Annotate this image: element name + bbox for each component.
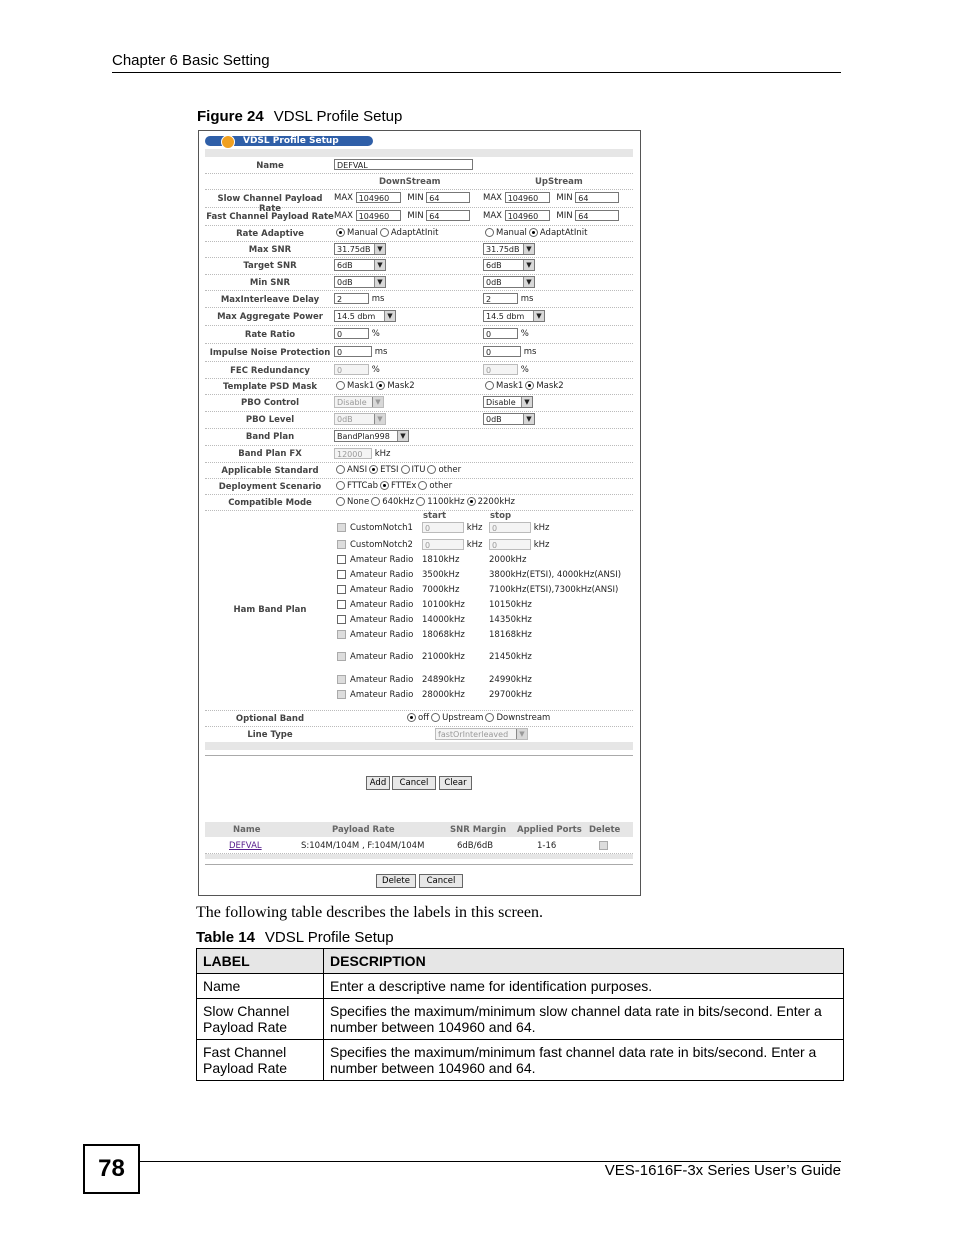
fast-down-min-input[interactable]: 64 — [426, 210, 470, 221]
line-type-value: fastOrInterleaved — [438, 730, 509, 739]
ham-name: Amateur Radio — [350, 652, 414, 662]
chevron-down-icon: ▼ — [374, 260, 385, 270]
cm-none-radio[interactable] — [336, 497, 345, 506]
dep-fttex-label: FTTEx — [391, 481, 417, 491]
chevron-down-icon: ▼ — [523, 260, 534, 270]
ms-unit: ms — [374, 347, 388, 357]
ham-checkbox[interactable] — [337, 630, 346, 639]
max-snr-down-select[interactable] — [334, 243, 386, 255]
dep-other-radio[interactable] — [418, 481, 427, 490]
cancel-button[interactable]: Cancel — [392, 776, 436, 790]
mask1-label: Mask1 — [496, 381, 524, 391]
top-band — [205, 149, 633, 157]
max-snr-down-value: 31.75dB — [337, 245, 371, 254]
rate-adaptive-label: Rate Adaptive — [236, 229, 304, 239]
rate-ratio-up-input[interactable]: 0 — [483, 328, 518, 339]
ham-name: Amateur Radio — [350, 690, 414, 700]
chevron-down-icon: ▼ — [372, 397, 383, 407]
ham-stop-header: stop — [490, 511, 512, 521]
downstream-header: DownStream — [379, 177, 441, 187]
row-line-type — [205, 726, 633, 742]
ham-row — [337, 630, 413, 640]
upstream-header: UpStream — [535, 177, 583, 187]
ham-name: Amateur Radio — [350, 630, 414, 640]
table-header-description: DESCRIPTION — [324, 949, 844, 974]
ham-row — [337, 652, 413, 662]
figure-caption — [197, 108, 402, 125]
ham-start-header: start — [423, 511, 447, 521]
ham-stop: 10150kHz — [489, 600, 532, 610]
table-title: VDSL Profile Setup — [264, 929, 394, 946]
ham-name: Amateur Radio — [350, 675, 414, 685]
ham-checkbox[interactable] — [337, 615, 346, 624]
row-compat-mode — [205, 494, 633, 511]
chevron-down-icon: ▼ — [521, 397, 532, 407]
max-il-up-input[interactable]: 2 — [483, 293, 518, 304]
rate-ratio-label: Rate Ratio — [244, 330, 296, 340]
table-row — [197, 1040, 844, 1081]
ham-row — [337, 600, 413, 610]
row-label: Slow Channel Payload Rate — [197, 999, 324, 1040]
dep-fttcab-radio[interactable] — [336, 481, 345, 490]
ham-start: 1810kHz — [422, 555, 460, 565]
fec-up-input[interactable]: 0 — [483, 364, 518, 375]
profile-link[interactable]: DEFVAL — [229, 841, 262, 851]
list-row — [205, 837, 633, 854]
down-adapt-radio[interactable] — [380, 228, 389, 237]
ham-start: 21000kHz — [422, 652, 465, 662]
vdsl-profile-screenshot — [198, 130, 641, 896]
figure-label: Figure 24 — [197, 108, 264, 125]
ham-checkbox[interactable] — [337, 570, 346, 579]
row-psd-mask — [205, 378, 633, 395]
pct-unit: % — [371, 365, 380, 375]
max-label: MAX — [334, 193, 353, 203]
figure-title: VDSL Profile Setup — [273, 108, 403, 125]
ob-up-radio[interactable] — [431, 713, 440, 722]
cm-2200-radio[interactable] — [467, 497, 476, 506]
row-max-snr — [205, 241, 633, 258]
deploy-label: Deployment Scenario — [218, 482, 322, 492]
adapt-label: AdaptAtInit — [539, 228, 588, 238]
notch1-start-input[interactable]: 0 — [422, 522, 464, 533]
row-inp — [205, 343, 633, 362]
ham-row — [337, 555, 413, 565]
max-agg-down-select[interactable] — [334, 310, 396, 322]
khz-unit: kHz — [533, 523, 550, 533]
cm-2200-label: 2200kHz — [477, 497, 516, 507]
ham-label: Ham Band Plan — [233, 605, 307, 615]
ham-name: Amateur Radio — [350, 600, 414, 610]
slow-label: Slow Channel Payload Rate — [217, 194, 323, 214]
ham-row — [337, 570, 413, 580]
title-orb-icon — [221, 135, 235, 149]
ms-unit: ms — [371, 294, 385, 304]
cancel-list-button[interactable]: Cancel — [419, 874, 463, 888]
slow-up-max-input[interactable]: 104960 — [505, 192, 550, 203]
chevron-down-icon: ▼ — [523, 277, 534, 287]
fast-up-max-input[interactable]: 104960 — [505, 210, 550, 221]
ham-start: 10100kHz — [422, 600, 465, 610]
pbo-level-down-select[interactable] — [334, 413, 386, 425]
cm-1100-radio[interactable] — [416, 497, 425, 506]
slow-down-min-input[interactable]: 64 — [426, 192, 470, 203]
pbo-level-down-value: 0dB — [337, 415, 353, 424]
ham-name: Amateur Radio — [350, 615, 414, 625]
cm-640-label: 640kHz — [382, 497, 415, 507]
row-col-headers — [205, 173, 633, 190]
row-ham-band — [205, 510, 633, 711]
khz-unit: kHz — [466, 523, 483, 533]
max-agg-up-value: 14.5 dbm — [486, 312, 525, 321]
body-paragraph: The following table describes the labels in this screen. — [196, 904, 544, 921]
band-plan-label: Band Plan — [245, 432, 295, 442]
down-manual-radio[interactable] — [336, 228, 345, 237]
ham-checkbox[interactable] — [337, 652, 346, 661]
name-label: Name — [256, 161, 284, 171]
compat-label: Compatible Mode — [228, 498, 312, 508]
min-snr-down-select[interactable] — [334, 276, 386, 288]
guide-title: VES-1616F-3x Series User’s Guide — [604, 1162, 841, 1179]
notch2-label: CustomNotch2 — [350, 540, 413, 550]
chevron-down-icon: ▼ — [533, 311, 544, 321]
ham-row — [337, 585, 413, 595]
slow-down-max-input[interactable]: 104960 — [356, 192, 401, 203]
table-caption — [196, 929, 394, 946]
pct-unit: % — [371, 329, 380, 339]
max-label: MAX — [483, 193, 502, 203]
row-label: Name — [197, 974, 324, 999]
psd-label: Template PSD Mask — [222, 382, 318, 392]
mask2-label: Mask2 — [387, 381, 415, 391]
pbo-level-label: PBO Level — [245, 415, 295, 425]
table-row — [197, 999, 844, 1040]
name-input[interactable]: DEFVAL — [334, 159, 473, 170]
std-label: Applicable Standard — [221, 466, 319, 476]
max-il-down-input[interactable]: 2 — [334, 293, 369, 304]
clear-button[interactable]: Clear — [439, 776, 472, 790]
col-payload: Payload Rate — [332, 825, 395, 835]
row-standard — [205, 462, 633, 479]
row-optional-band — [205, 710, 633, 727]
list-bottom-band — [205, 854, 633, 859]
min-label: MIN — [556, 211, 573, 221]
ham-name: Amateur Radio — [350, 555, 414, 565]
band-plan-value: BandPlan998 — [337, 432, 390, 441]
divider — [205, 864, 633, 865]
down-mask1-radio[interactable] — [336, 381, 345, 390]
max-label: MAX — [334, 211, 353, 221]
min-snr-up-value: 0dB — [486, 278, 502, 287]
line-type-label: Line Type — [247, 730, 293, 740]
manual-label: Manual — [496, 228, 527, 238]
col-ports: Applied Ports — [517, 825, 582, 835]
khz-unit: kHz — [374, 449, 391, 459]
chapter-header: Chapter 6 Basic Setting — [112, 52, 270, 69]
row-pbo-control — [205, 394, 633, 412]
ham-row — [337, 675, 413, 685]
ham-start: 18068kHz — [422, 630, 465, 640]
min-label: MIN — [407, 211, 424, 221]
min-snr-down-value: 0dB — [337, 278, 353, 287]
pct-unit: % — [520, 365, 529, 375]
pbo-ctrl-down-value: Disable — [337, 398, 367, 407]
ms-unit: ms — [523, 347, 537, 357]
min-snr-label: Min SNR — [249, 278, 291, 288]
ob-off-radio[interactable] — [407, 713, 416, 722]
min-snr-up-select[interactable] — [483, 276, 535, 288]
row-min-snr — [205, 274, 633, 291]
adapt-label: AdaptAtInit — [390, 228, 439, 238]
dep-other-label: other — [429, 481, 453, 491]
row-description: Specifies the maximum/minimum fast channel data rate in bits/second. Enter a number between 104960 and 64. — [324, 1040, 844, 1081]
ham-start: 14000kHz — [422, 615, 465, 625]
table-header-label: LABEL — [197, 949, 324, 974]
payload-value: S:104M/104M , F:104M/104M — [301, 841, 425, 851]
mask2-label: Mask2 — [536, 381, 564, 391]
row-description: Specifies the maximum/minimum slow channel data rate in bits/second. Enter a number between 104960 and 64. — [324, 999, 844, 1040]
chevron-down-icon: ▼ — [374, 277, 385, 287]
pbo-ctrl-up-select[interactable] — [483, 396, 533, 408]
ham-start: 7000kHz — [422, 585, 460, 595]
inp-up-input[interactable]: 0 — [483, 346, 521, 357]
std-itu-label: ITU — [411, 465, 426, 475]
fast-up-min-input[interactable]: 64 — [575, 210, 619, 221]
band-plan-fx-label: Band Plan FX — [238, 449, 302, 459]
inp-label: Impulse Noise Protection — [209, 348, 331, 358]
ham-checkbox[interactable] — [337, 675, 346, 684]
row-band-plan-fx — [205, 445, 633, 463]
slow-up-min-input[interactable]: 64 — [575, 192, 619, 203]
ports-value: 1-16 — [537, 841, 557, 851]
opt-band-label: Optional Band — [235, 714, 305, 724]
table-header-row — [197, 949, 844, 974]
target-snr-down-select[interactable] — [334, 259, 386, 271]
std-ansi-label: ANSI — [347, 465, 368, 475]
target-snr-label: Target SNR — [243, 261, 297, 271]
max-snr-up-value: 31.75dB — [486, 245, 520, 254]
ob-off-label: off — [418, 713, 430, 723]
cm-none-label: None — [347, 497, 370, 507]
pbo-ctrl-label: PBO Control — [240, 398, 300, 408]
target-snr-up-select[interactable] — [483, 259, 535, 271]
pbo-level-up-select[interactable] — [483, 413, 535, 425]
row-fec — [205, 361, 633, 379]
dep-fttcab-label: FTTCab — [347, 481, 379, 491]
down-mask2-radio[interactable] — [376, 381, 385, 390]
fast-down-max-input[interactable]: 104960 — [356, 210, 401, 221]
max-agg-label: Max Aggregate Power — [217, 312, 323, 322]
ms-unit: ms — [520, 294, 534, 304]
divider — [205, 755, 633, 756]
ham-stop: 18168kHz — [489, 630, 532, 640]
table-label: Table 14 — [196, 929, 255, 946]
ob-up-label: Upstream — [442, 713, 484, 723]
form-bottom-band — [205, 742, 633, 750]
max-snr-label: Max SNR — [248, 245, 292, 255]
ham-row — [337, 615, 413, 625]
line-type-select[interactable] — [435, 728, 528, 740]
add-button[interactable]: Add — [366, 776, 390, 790]
min-label: MIN — [407, 193, 424, 203]
notch1-checkbox[interactable] — [337, 523, 346, 532]
pbo-ctrl-up-value: Disable — [486, 398, 516, 407]
screen-title-bar — [205, 136, 373, 146]
max-agg-down-value: 14.5 dbm — [337, 312, 376, 321]
pct-unit: % — [520, 329, 529, 339]
row-band-plan — [205, 428, 633, 446]
row-slow-rate — [205, 189, 633, 214]
fec-down-input[interactable]: 0 — [334, 364, 369, 375]
row-max-interleave — [205, 290, 633, 308]
ham-checkbox[interactable] — [337, 555, 346, 564]
list-header — [205, 822, 633, 837]
max-agg-up-select[interactable] — [483, 310, 545, 322]
row-label: Fast Channel Payload Rate — [197, 1040, 324, 1081]
delete-checkbox[interactable] — [599, 841, 608, 850]
ob-down-radio[interactable] — [485, 713, 494, 722]
col-snr: SNR Margin — [450, 825, 507, 835]
ham-start: 24890kHz — [422, 675, 465, 685]
fec-label: FEC Redundancy — [230, 366, 310, 376]
chevron-down-icon: ▼ — [397, 431, 408, 441]
ham-start: 28000kHz — [422, 690, 465, 700]
header-rule — [112, 72, 841, 73]
rate-ratio-down-input[interactable]: 0 — [334, 328, 369, 339]
ham-stop: 14350kHz — [489, 615, 532, 625]
row-rate-adaptive — [205, 225, 633, 242]
max-il-label: MaxInterleave Delay — [220, 295, 320, 305]
ham-stop: 2000kHz — [489, 555, 527, 565]
notch2-stop-input[interactable]: 0 — [489, 539, 531, 550]
row-fast-rate — [205, 207, 633, 226]
chevron-down-icon: ▼ — [384, 311, 395, 321]
ob-down-label: Downstream — [496, 713, 551, 723]
std-other-label: other — [438, 465, 462, 475]
notch1-stop-input[interactable]: 0 — [489, 522, 531, 533]
std-ansi-radio[interactable] — [336, 465, 345, 474]
chevron-down-icon: ▼ — [374, 414, 385, 424]
up-mask1-radio[interactable] — [485, 381, 494, 390]
std-etsi-radio[interactable] — [369, 465, 378, 474]
snr-value: 6dB/6dB — [457, 841, 494, 851]
cm-1100-label: 1100kHz — [427, 497, 465, 507]
chevron-down-icon: ▼ — [523, 414, 534, 424]
up-mask2-radio[interactable] — [525, 381, 534, 390]
table-row — [197, 974, 844, 999]
ham-stop: 29700kHz — [489, 690, 532, 700]
chevron-down-icon: ▼ — [516, 729, 527, 739]
row-target-snr — [205, 257, 633, 275]
col-delete: Delete — [589, 825, 621, 835]
fast-label: Fast Channel Payload Rate — [206, 212, 334, 222]
band-plan-fx-input[interactable]: 12000 — [334, 448, 372, 459]
col-name: Name — [233, 825, 261, 835]
ham-checkbox[interactable] — [337, 690, 346, 699]
cm-640-radio[interactable] — [371, 497, 380, 506]
max-snr-up-select[interactable] — [483, 243, 535, 255]
manual-label: Manual — [347, 228, 378, 238]
ham-row — [337, 690, 413, 700]
band-plan-select[interactable] — [334, 430, 409, 442]
up-manual-radio[interactable] — [485, 228, 494, 237]
mask1-label: Mask1 — [347, 381, 375, 391]
notch1-label: CustomNotch1 — [350, 523, 413, 533]
inp-down-input[interactable]: 0 — [334, 346, 372, 357]
ham-start: 3500kHz — [422, 570, 460, 580]
ham-stop: 24990kHz — [489, 675, 532, 685]
row-pbo-level — [205, 411, 633, 429]
up-adapt-radio[interactable] — [529, 228, 538, 237]
khz-unit: kHz — [533, 540, 550, 550]
chevron-down-icon: ▼ — [374, 244, 385, 254]
notch2-checkbox[interactable] — [337, 540, 346, 549]
row-max-agg — [205, 307, 633, 326]
screen-title: VDSL Profile Setup — [243, 136, 339, 146]
chevron-down-icon: ▼ — [523, 244, 534, 254]
ham-stop: 7100kHz(ETSI),7300kHz(ANSI) — [489, 585, 619, 595]
description-table — [196, 948, 844, 1081]
min-label: MIN — [556, 193, 573, 203]
std-other-radio[interactable] — [427, 465, 436, 474]
khz-unit: kHz — [466, 540, 483, 550]
page-number: 78 — [83, 1144, 140, 1194]
ham-stop: 3800kHz(ETSI), 4000kHz(ANSI) — [489, 570, 622, 580]
ham-checkbox[interactable] — [337, 600, 346, 609]
row-description: Enter a descriptive name for identification purposes. — [324, 974, 844, 999]
dep-fttex-radio[interactable] — [380, 481, 389, 490]
pbo-level-up-value: 0dB — [486, 415, 502, 424]
notch2-start-input[interactable]: 0 — [422, 539, 464, 550]
target-snr-down-value: 6dB — [337, 261, 353, 270]
row-name — [205, 157, 633, 174]
std-itu-radio[interactable] — [401, 465, 410, 474]
row-deployment — [205, 478, 633, 495]
ham-checkbox[interactable] — [337, 585, 346, 594]
ham-name: Amateur Radio — [350, 585, 414, 595]
delete-button[interactable]: Delete — [376, 874, 416, 888]
ham-name: Amateur Radio — [350, 570, 414, 580]
max-label: MAX — [483, 211, 502, 221]
row-rate-ratio — [205, 325, 633, 344]
pbo-ctrl-down-select[interactable] — [334, 396, 384, 408]
std-etsi-label: ETSI — [380, 465, 399, 475]
target-snr-up-value: 6dB — [486, 261, 502, 270]
ham-stop: 21450kHz — [489, 652, 532, 662]
